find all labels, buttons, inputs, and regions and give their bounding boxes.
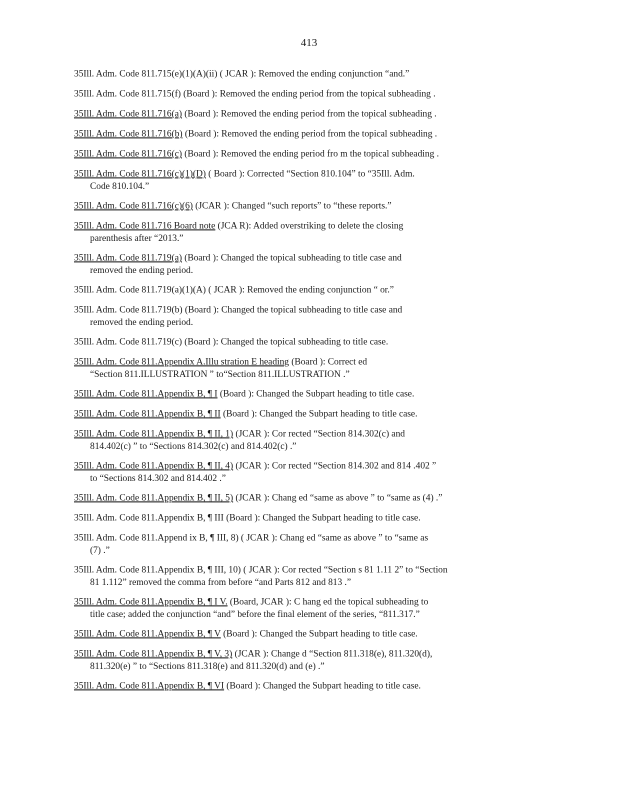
amendment-entry xyxy=(74,108,542,120)
citation: 35Ill. Adm. Code 811.716(b) xyxy=(74,129,183,140)
citation: 35Ill. Adm. Code 811.719(b) xyxy=(74,305,183,316)
citation: 35Ill. Adm. Code 811.716 Board note xyxy=(74,221,216,232)
amendment-entry xyxy=(74,68,542,80)
amendment-entry xyxy=(74,356,542,381)
amendment-entry xyxy=(74,680,542,692)
citation: 35Ill. Adm. Code 811.715(f) xyxy=(74,89,181,100)
amendment-entry xyxy=(74,408,542,420)
amendment-description: (Board ): Correct ed xyxy=(289,357,368,368)
citation: 35Ill. Adm. Code 811.Appendix B, ¶ II, 5) xyxy=(74,493,234,504)
amendment-entry xyxy=(74,512,542,524)
amendment-description: (Board ): Removed the ending period fro m the topical subheading . xyxy=(181,149,439,160)
amendment-entry xyxy=(74,460,542,485)
amendment-entry xyxy=(74,220,542,245)
amendment-description-continued: 811.320(e) ” to “Sections 811.318(e) and 811.320(d) and (e) .” xyxy=(90,661,325,672)
citation: 35Ill. Adm. Code 811.Appendix B, ¶ III, 10) xyxy=(74,565,241,576)
amendment-description-continued: removed the ending period. xyxy=(90,265,194,276)
amendment-description: (Board, JCAR ): C hang ed the topical subheading to xyxy=(227,597,429,608)
amendment-entry xyxy=(74,428,542,453)
amendment-description: (Board ): Changed the Subpart heading to title case. xyxy=(224,681,421,692)
amendment-description-continued: (7) .” xyxy=(90,545,110,556)
citation: 35Ill. Adm. Code 811.716(c)(1)(D) xyxy=(74,169,206,180)
amendment-description-continued: removed the ending period. xyxy=(90,317,194,328)
amendment-entry xyxy=(74,648,542,673)
amendment-entry xyxy=(74,628,542,640)
amendment-description: (Board ): Changed the Subpart heading to title case. xyxy=(217,389,415,400)
amendment-description: ( JCAR ): Removed the ending conjunction “and.” xyxy=(217,69,410,80)
amendment-description: (Board ): Changed the topical subheading to title case. xyxy=(181,337,389,348)
amendment-entry xyxy=(74,284,542,296)
citation: 35Ill. Adm. Code 811.715(e)(1)(A)(ii) xyxy=(74,69,218,80)
amendment-entry xyxy=(74,304,542,329)
citation: 35Ill. Adm. Code 811.Appendix B, ¶ VI xyxy=(74,681,225,692)
citation: 35Ill. Adm. Code 811.Appendix B, ¶ V, 3) xyxy=(74,649,233,660)
citation: 35Ill. Adm. Code 811.Appendix B, ¶ II xyxy=(74,409,221,420)
amendment-description: (Board ): Changed the Subpart heading to title case. xyxy=(220,409,418,420)
amendment-description-continued: “Section 811.ILLUSTRATION ” to“Section 811.ILLUSTRATION .” xyxy=(90,369,350,380)
amendment-description: (JCAR ): Change d “Section 811.318(e), 811.320(d), xyxy=(232,649,433,660)
amendment-description: (Board ): Changed the Subpart heading to title case. xyxy=(223,513,421,524)
amendment-entry xyxy=(74,532,542,557)
amendment-description-continued: title case; added the conjunction “and” before the final element of the series, “811.317.” xyxy=(90,609,420,620)
citation: 35Ill. Adm. Code 811.Appendix A.Illu stration E heading xyxy=(74,357,289,368)
amendment-entry xyxy=(74,252,542,277)
amendment-description: (JCA R): Added overstriking to delete the closing xyxy=(215,221,404,232)
amendment-description-continued: parenthesis after “2013.” xyxy=(90,233,184,244)
amendment-entry xyxy=(74,128,542,140)
amendment-description: (JCAR ): Changed “such reports” to “these reports.” xyxy=(192,201,392,212)
citation: 35Ill. Adm. Code 811.Appendix B, ¶ III xyxy=(74,513,224,524)
amendment-description: ( JCAR ): Cor rected “Section s 81 1.11 2” to “Section xyxy=(240,565,448,576)
amendment-description: (Board ): Removed the ending period from the topical subheading . xyxy=(180,89,436,100)
citation: 35Ill. Adm. Code 811.Appendix B, ¶ I V. xyxy=(74,597,228,608)
amendment-description: (Board ): Changed the topical subheading to title case and xyxy=(181,253,402,264)
amendment-entry xyxy=(74,564,542,589)
citation: 35Ill. Adm. Code 811.716(c) xyxy=(74,149,182,160)
amendment-description: ( JCAR ): Removed the ending conjunction “ or.” xyxy=(205,285,394,296)
citation: 35Ill. Adm. Code 811.Appendix B, ¶ I xyxy=(74,389,218,400)
amendment-entry xyxy=(74,200,542,212)
amendment-entry xyxy=(74,88,542,100)
amendment-entry xyxy=(74,148,542,160)
amendment-description-continued: Code 810.104.” xyxy=(90,181,150,192)
citation: 35Ill. Adm. Code 811.719(a) xyxy=(74,253,182,264)
amendment-entry xyxy=(74,492,542,504)
amendment-description: (JCAR ): Cor rected “Section 814.302(c) and xyxy=(233,429,405,440)
citation: 35Ill. Adm. Code 811.716(a) xyxy=(74,109,182,120)
amendment-description: (Board ): Removed the ending period from the topical subheading . xyxy=(181,109,437,120)
citation: 35Ill. Adm. Code 811.Appendix B, ¶ II, 1) xyxy=(74,429,234,440)
amendment-entry xyxy=(74,168,542,193)
amendment-description-continued: 814.402(c) ” to “Sections 814.302(c) and 814.402(c) .” xyxy=(90,441,297,452)
amendment-description: (Board ): Changed the topical subheading to title case and xyxy=(182,305,403,316)
amendment-description: ( JCAR ): Chang ed “same as above ” to “same as xyxy=(238,533,429,544)
citation: 35Ill. Adm. Code 811.Append ix B, ¶ III, 8) xyxy=(74,533,239,544)
amendment-description: (JCAR ): Cor rected “Section 814.302 and 814 .402 ” xyxy=(233,461,437,472)
citation: 35Ill. Adm. Code 811.Appendix B, ¶ II, 4) xyxy=(74,461,234,472)
amendment-description-continued: to “Sections 814.302 and 814.402 .” xyxy=(90,473,226,484)
page-number: 413 xyxy=(300,37,318,49)
amendment-description: ( Board ): Corrected “Section 810.104” to “35Ill. Adm. xyxy=(205,169,415,180)
amendment-entry xyxy=(74,388,542,400)
amendment-description: (Board ): Removed the ending period from the topical subheading . xyxy=(182,129,438,140)
citation: 35Ill. Adm. Code 811.716(c)(6) xyxy=(74,201,193,212)
amendment-description: (JCAR ): Chang ed “same as above ” to “same as (4) .” xyxy=(233,493,443,504)
amendment-entry xyxy=(74,336,542,348)
citation: 35Ill. Adm. Code 811.719(c) xyxy=(74,337,182,348)
amendment-description: (Board ): Changed the Subpart heading to title case. xyxy=(220,629,418,640)
citation: 35Ill. Adm. Code 811.719(a)(1)(A) xyxy=(74,285,206,296)
amendment-description-continued: 81 1.112” removed the comma from before “and Parts 812 and 813 .” xyxy=(90,577,352,588)
amendment-entry xyxy=(74,596,542,621)
amendment-list xyxy=(74,68,542,700)
citation: 35Ill. Adm. Code 811.Appendix B, ¶ V xyxy=(74,629,221,640)
